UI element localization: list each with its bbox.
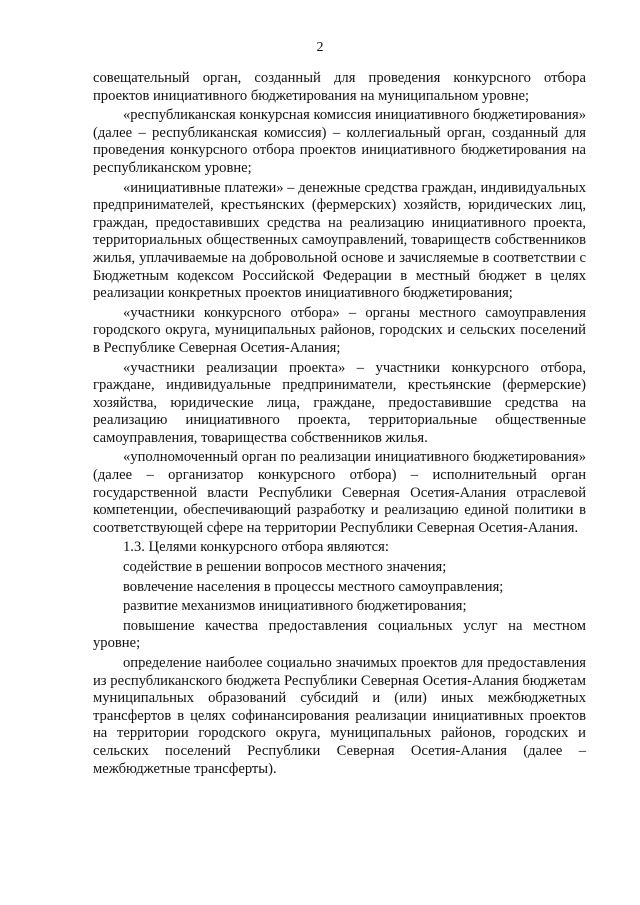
paragraph-goal-projects-transfers: определение наиболее социально значимых проектов для предоставления из республиканского бюджета Республики Северная Осетия-Алания бюджетам муниципальных образований субсидий и (или) иных межбюджетных трансфертов в целях софинансирования реализации инициативных проектов на территории городского округа, муниципальных районов, городских и сельских поселений Республики Северная Осетия-Алания (далее – межбюджетные трансферты). — [93, 655, 586, 777]
paragraph-goal-local-issues: содействие в решении вопросов местного значения; — [123, 559, 447, 576]
paragraph-goal-mechanisms: развитие механизмов инициативного бюджетирования; — [123, 598, 467, 615]
page-number: 2 — [316, 40, 324, 55]
paragraph-definition-selection-participants: «участники конкурсного отбора» – органы местного самоуправления городского округа, муниципальных районов, городских и сельских поселений в Республике Северная Осетия-Алания; — [93, 304, 586, 356]
paragraph-definition-republican-commission: «республиканская конкурсная комиссия инициативного бюджетирования» (далее – республиканская комиссия) – коллегиальный орган, созданный для проведения конкурсного отбора проектов инициативного бюджетирования на республиканском уровне; — [93, 107, 586, 176]
paragraph-definition-project-participants: «участники реализации проекта» – участники конкурсного отбора, граждане, индивидуальные предприниматели, крестьянские (фермерские) хозяйства, юридические лица, граждане, предоставившие средства на реализацию инициативного проекта, территориальные общественные самоуправления, товарищества собственников жилья. — [93, 359, 586, 446]
paragraph-definition-authorized-body: «уполномоченный орган по реализации инициативного бюджетирования» (далее – организатор конкурсного отбора) – исполнительный орган государственной власти Республики Северная Осетия-Алания отраслевой компетенции, обеспечивающий разработку и реализацию единой политики в соответствующей сфере на территории Республики Северная Осетия-Алания. — [93, 449, 586, 536]
paragraph-section-1-3-heading: 1.3. Целями конкурсного отбора являются: — [123, 539, 389, 556]
document-body — [93, 70, 586, 778]
paragraph-goal-involvement: вовлечение населения в процессы местного самоуправления; — [123, 578, 504, 595]
paragraph-definition-council-cont: совещательный орган, созданный для проведения конкурсного отбора проектов инициативного бюджетирования на муниципальном уровне; — [93, 70, 586, 104]
paragraph-goal-quality: повышение качества предоставления социальных услуг на местном уровне; — [93, 617, 586, 652]
paragraph-definition-initiative-payments: «инициативные платежи» – денежные средства граждан, индивидуальных предпринимателей, крестьянских (фермерских) хозяйств, юридических лиц, граждан, предоставивших средства на реализацию инициативного проекта, территориальных общественных самоуправлений, товариществ собственников жилья, уплачиваемые на добровольной основе и зачисляемые в соответствии с Бюджетным кодексом Российской Федерации в местный бюджет в целях реализации конкретных проектов инициативного бюджетирования; — [93, 179, 586, 302]
